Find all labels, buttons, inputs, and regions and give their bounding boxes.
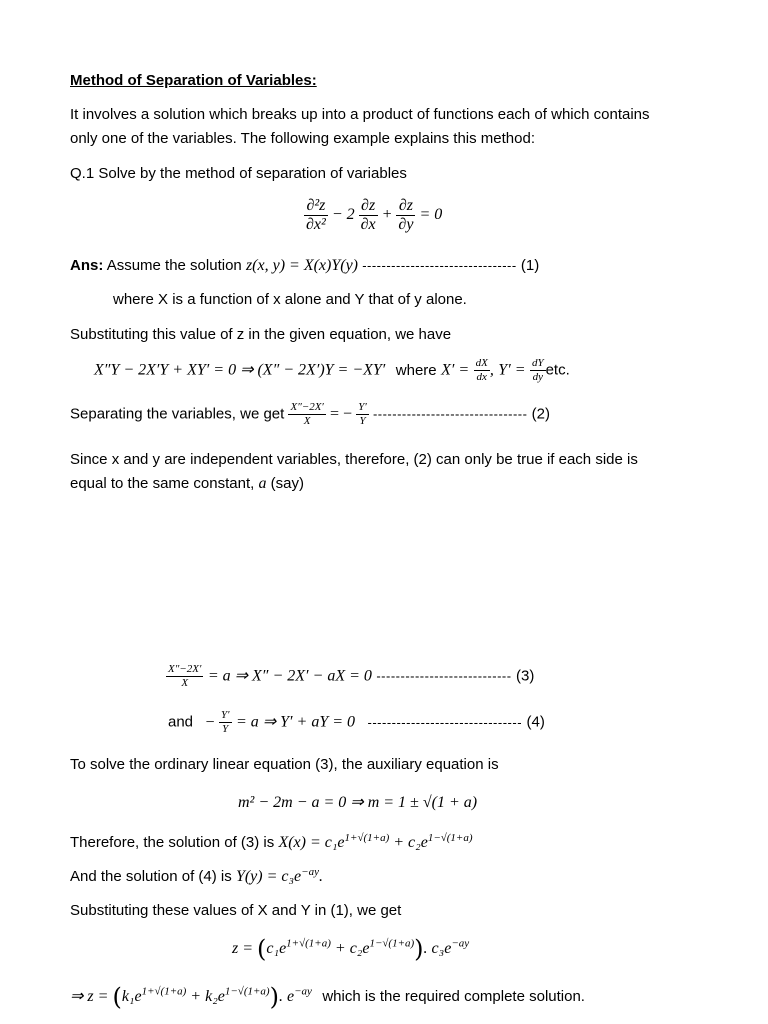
combined-solution: $z = (c_1e^{1+√(1+a)} + c_2e^{1-√(1+a)})$. $c_3e^{-ay}$ [232,935,470,963]
eq4-fraction: $\frac{Y'}{Y}$ [220,709,230,735]
answer-line: Ans: Assume the solution z(x, y) = X(x)Y(y) -------------------------------- (1) [70,257,540,274]
equation-tag-4: (4) [526,713,545,731]
section-title: Method of Separation of Variables: [70,72,317,89]
assumed-solution: z(x, y) = X(x)Y(y) [245,257,359,274]
pde-frac-3: $\frac{\partial z}{\partial y}$ [398,197,414,233]
equation-tag-3: (3) [516,667,535,685]
equation-3: $\frac{X''-2X'}{X}$ = a ⇒ X″ − 2X′ − aX = 0 ---------------------------- (3) [168,663,535,689]
since-line-1: Since x and y are independent variables, therefore, (2) can only be true if each side is [70,451,638,468]
solution-4-line: And the solution of (4) is $Y(y) = c_3e^{-ay}$. [70,866,323,885]
derivative-equation-line: X″Y − 2X′Y + XY′ = 0 ⇒ (X″ − 2X′)Y = −XY′ where X′ = $\frac{dX}{dx}$ , Y′ = $\frac{dY}{dy}$ etc. [94,357,570,383]
sep-frac-y: $\frac{Y'}{Y}$ [358,401,367,427]
dY-dy-fraction: $\frac{dY}{dy}$ [531,357,544,383]
complete-solution-text: which is the required complete solution. [322,988,585,1005]
where-line: where X is a function of x alone and Y that of y alone. [113,291,467,308]
equation-tag-1: (1) [520,257,540,274]
answer-label: Ans: [70,257,104,274]
pde-frac-1: $\frac{\text{∂²z}}{\text{∂x²}}$ [306,197,326,233]
since-line-2: equal to the same constant, a (say) [70,475,304,492]
dX-dx-fraction: $\frac{dX}{dx}$ [475,357,488,383]
pde-frac-2: $\frac{\partial z}{\partial x}$ [360,197,376,233]
separating-line: Separating the variables, we get $\frac{X''-2X'}{X}$ = − $\frac{Y'}{Y}$ -------------------------------- (2) [70,401,550,427]
sep-frac-x: $\frac{X''-2X'}{X}$ [290,401,324,427]
therefore-line: Therefore, the solution of (3) is $X(x) = c_1e^{1+√(1+a)} + c_2e^{1-√(1+a)}$ [70,832,473,851]
substituting-xy-line: Substituting these values of X and Y in (1), we get [70,902,402,919]
equation-tag-2: (2) [531,405,550,423]
auxiliary-equation: m² − 2m − a = 0 ⇒ m = 1 ± √(1 + a) [238,794,478,811]
eq3-fraction: $\frac{X''-2X'}{X}$ [168,663,202,689]
intro-line-2: only one of the variables. The following example explains this method: [70,130,535,147]
question-text: Q.1 Solve by the method of separation of variables [70,165,407,182]
pde-equation: $\frac{\text{∂²z}}{\text{∂x²}}$ − 2 $\frac{\partial z}{\partial x}$ + $\frac{\partial z}{\partial y}$ = 0 [306,197,443,233]
complete-solution: ⇒ $z = (k_1e^{1+√(1+a)} + k_2e^{1-√(1+a)})$. $e^{-ay}$ which is the required complete solution. [70,983,585,1011]
solve-line: To solve the ordinary linear equation (3), the auxiliary equation is [70,756,499,773]
substituting-line: Substituting this value of z in the given equation, we have [70,326,452,343]
intro-line-1: It involves a solution which breaks up into a product of functions each of which contains [70,106,650,123]
equation-4: and − $\frac{Y'}{Y}$ = a ⇒ Y′ + aY = 0 -------------------------------- (4) [168,709,545,735]
